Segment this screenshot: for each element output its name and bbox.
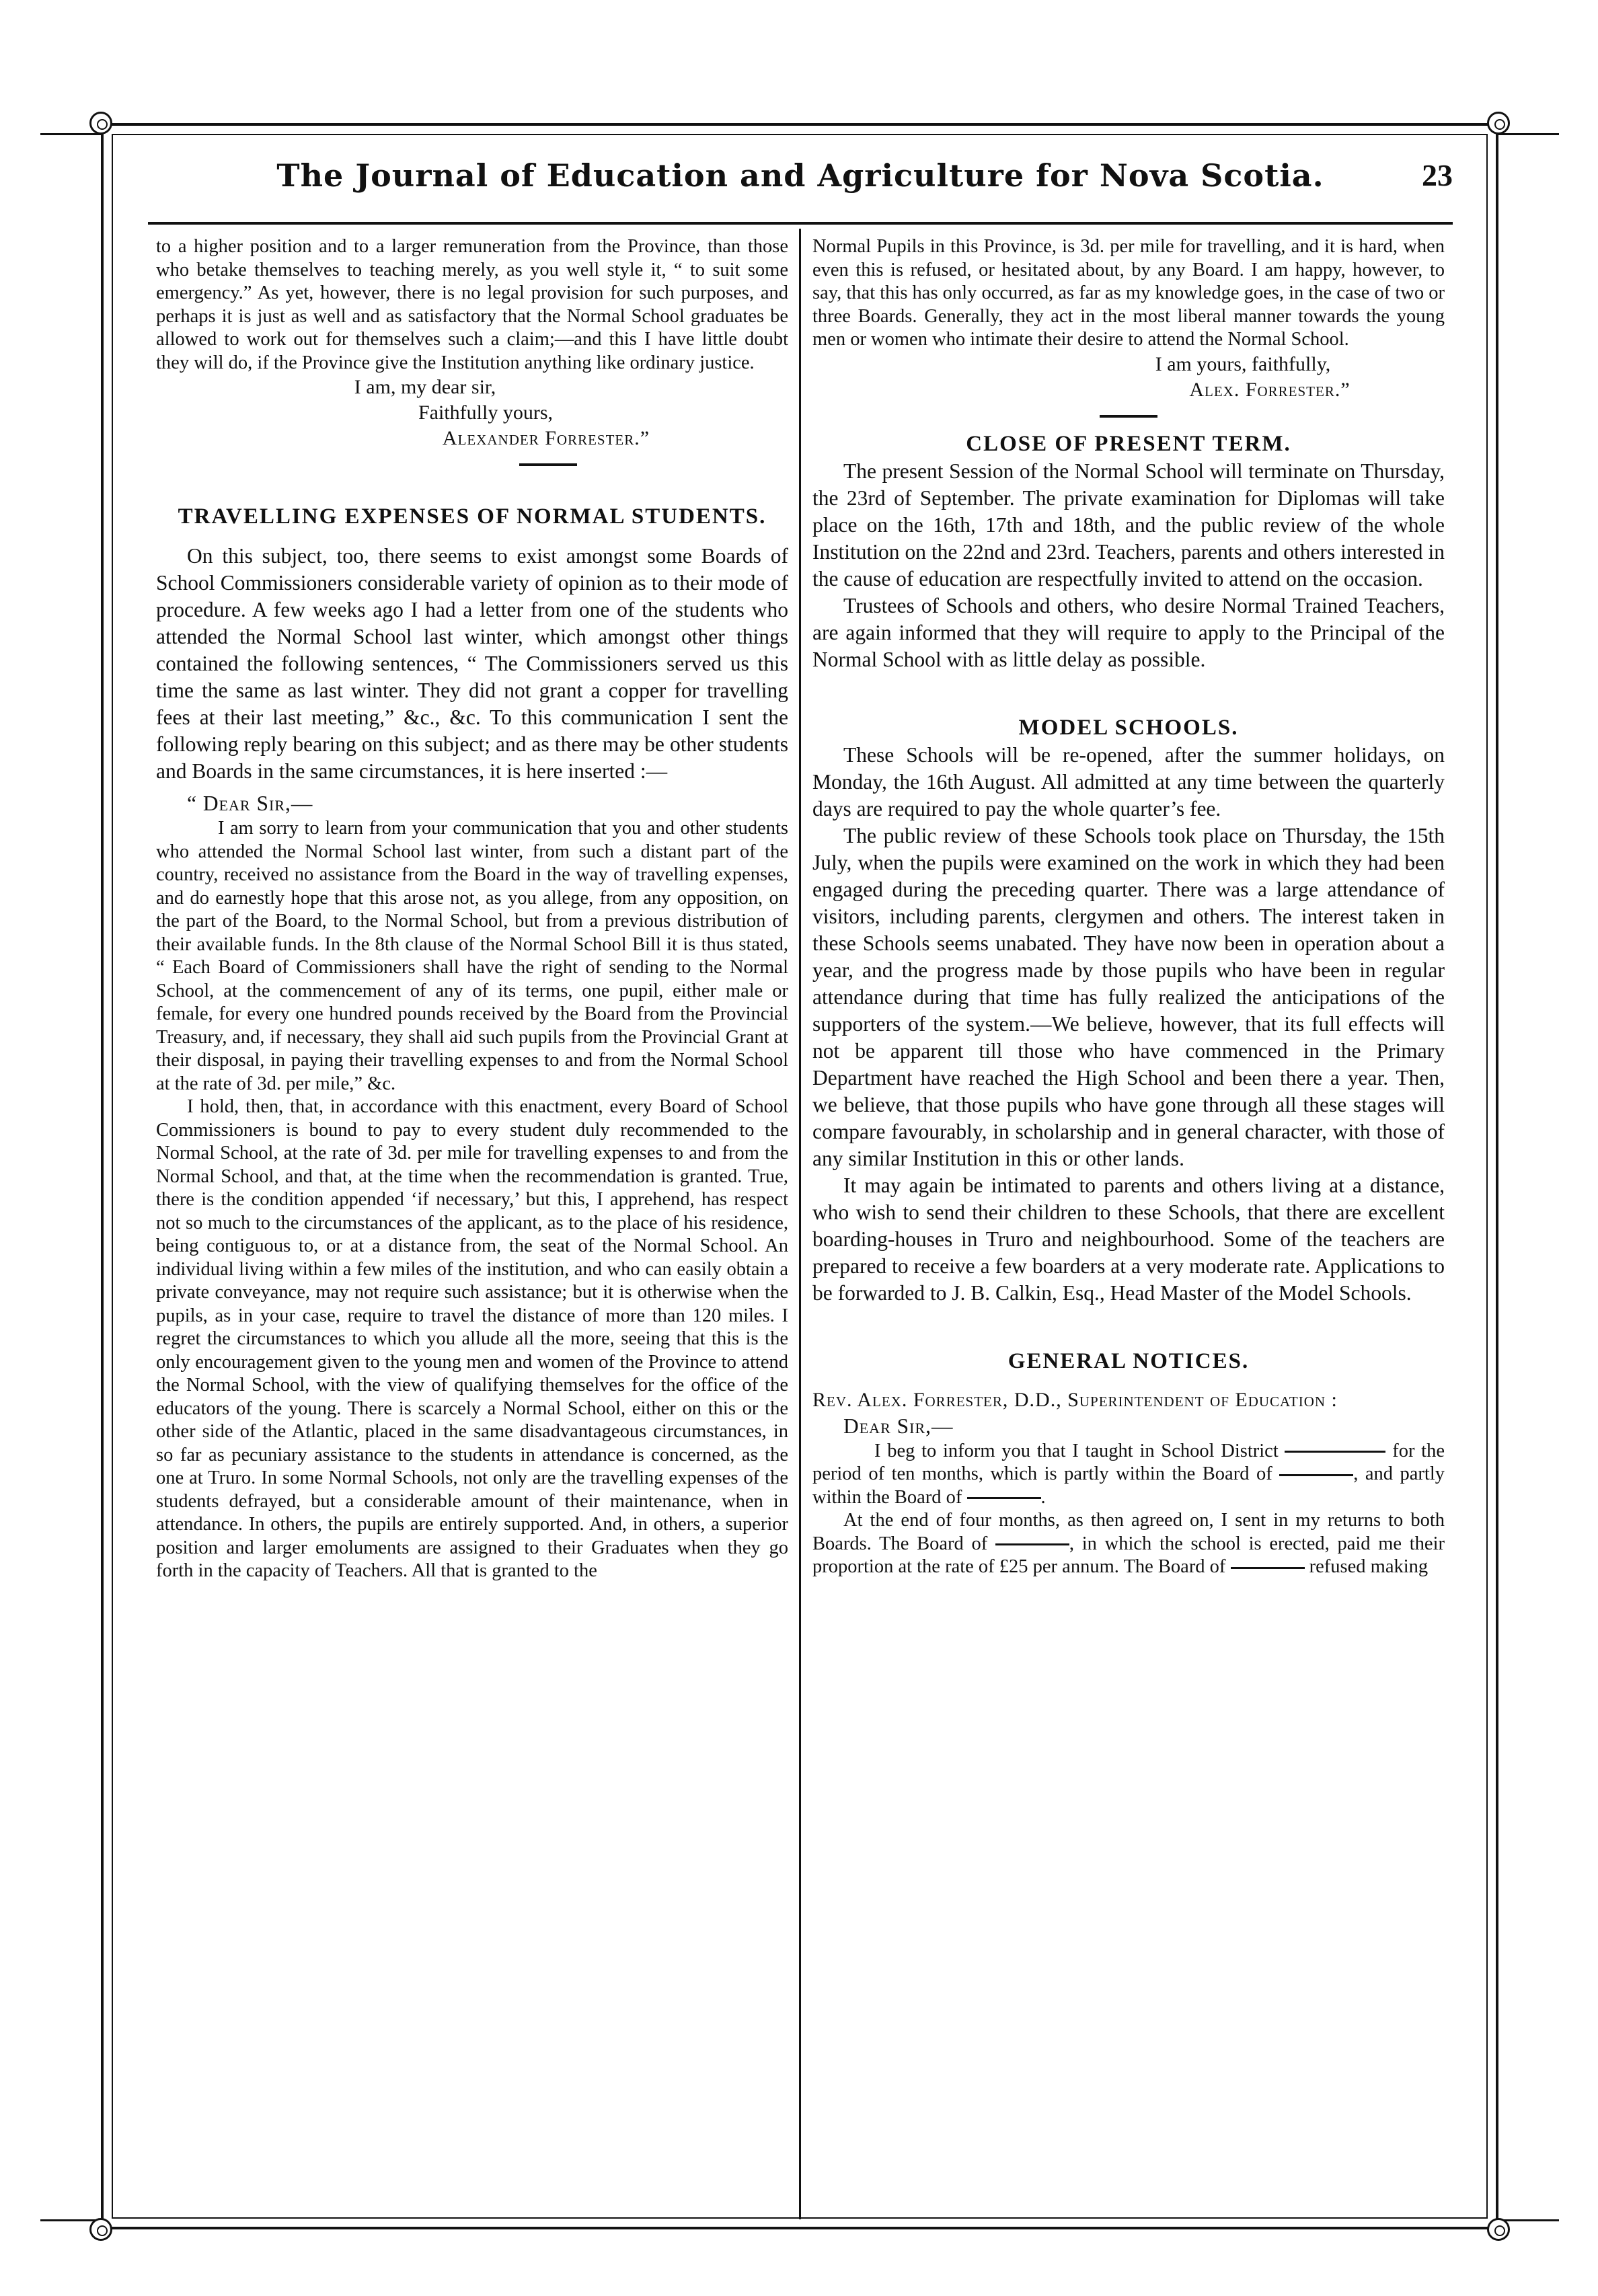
blank-line [1279,1474,1353,1476]
letter-closing-line: Faithfully yours, [418,401,553,424]
corner-rosette-top-right [1487,112,1510,135]
blank-line [995,1543,1069,1545]
article-paragraph: It may again be intimated to parents and others living at a distance, who wish to send their children to these Schools, that there are excellent boarding-houses in Truro and neighbourhood. Some of the teachers are prepared to receive a few boarders at a very moderate rate. Applications to be forwarded to J. B. Calkin, Esq., Head Master of the Model Schools. [812,1173,1445,1305]
notice-text: I beg to inform you that I taught in School District [874,1440,1279,1461]
blank-line [1231,1567,1305,1569]
right-column [812,235,1445,2213]
corner-rosette-bottom-right [1487,2218,1510,2241]
notice-paragraph: I beg to inform you that I taught in School District for the period of ten months, which is partly within the Board of , and partly within the Board of . [812,1440,1445,1508]
article-paragraph: The present Session of the Normal School will terminate on Thursday, the 23rd of September. The private examination for Diplomas will take place on the 16th, 17th and 18th, and the public review of the whole Institution on the 22nd and 23rd. Teachers, parents and others interested in the cause of education are respectfully invited to attend on the occasion. [812,459,1445,590]
notice-text: , in which the school is erected, paid me their proportion at the rate of £25 per annum. The Board of [812,1533,1445,1577]
notice-salutation: Dear Sir,— [843,1414,954,1438]
page-number: 23 [1422,158,1453,192]
article-paragraph: On this subject, too, there seems to exist amongst some Boards of School Commissioners considerable variety of opinion as to their mode of procedure. A few weeks ago I had a letter from one of the students who attended the Normal School last winter, which amongst other things contained the following sentences, “ The Commissioners served us this time the same as last winter. They did not grant a copper for travelling fees at their last meeting,” &c., &c. To this communication I sent the following reply bearing on this subject; and as there may be other students and Boards in the same circumstances, it is here inserted :— [156,544,788,783]
blank-line [1285,1451,1385,1453]
corner-rosette-bottom-left [89,2218,112,2241]
section-heading-model-schools: MODEL SCHOOLS. [1018,715,1239,740]
letter-paragraph: I am sorry to learn from your communication that you and other students who attended the Normal School last winter, from such a distant part of the country, received no assistance from the Board in the way of travelling expenses, and do earnestly hope that this arose not, as you allege, from any opposition, on the part of the Board, to the Normal School, but from a previous distribution of their available funds. In the 8th clause of the Normal School Bill it is thus stated, “ Each Board of Commissioners shall have the right of sending to the Normal School, at the commencement of any of its terms, one pupil, either male or female, for every one hundred pounds received by the Board from the Provincial Treasury, and, if necessary, they shall aid such pupils from the Provincial Grant at their disposal, in paying their travelling expenses to and from the Normal School at the rate of 3d. per mile,” &c. [156,818,788,1094]
notice-text: for the period of ten months, which is partly within the Board of [812,1440,1445,1484]
continued-letter-text: to a higher position and to a larger remuneration from the Province, than those who betake themselves to teaching merely, as you well style it, “ to suit some emergency.” As yet, however, there is no legal provision for such purposes, and perhaps it is just as well and as satisfactory that the Normal School graduates be allowed to work out for themselves such a claim;—and this I have little doubt they will do, if the Province give the Institution anything like ordinary justice. [156,236,788,373]
article-paragraph: The public review of these Schools took place on Thursday, the 15th July, when the pupils were examined on the work in which they had been engaged during the preceding quarter. There was a large attendance of visitors, including parents, clergymen and others. The interest taken in these Schools seems unabated. They have now been in operation about a year, and the progress made by those pupils who have been in regular attendance during that time has fully realized the anticipations of the supporters of the system.—We believe, however, that its full effects will not be apparent till those who have commenced in the Primary Department have reached the High School and been there a year. Then, we believe, that those pupils who have gone through all these stages will compare favourably, in scholarship and in general character, with those of any similar Institution in this or other lands. [812,823,1445,1170]
section-rule [519,463,577,466]
article-paragraph: Trustees of Schools and others, who desire Normal Trained Teachers, are again informed that they will require to apply to the Principal of the Normal School with as little delay as possible. [812,593,1445,671]
journal-title: The Journal of Education and Agriculture for Nova Scotia. [276,157,1324,194]
section-heading-general-notices: GENERAL NOTICES. [1007,1348,1250,1373]
section-heading-travelling-expenses: TRAVELLING EXPENSES OF NORMAL STUDENTS. [178,504,767,529]
letter-signature: Alexander Forrester.” [442,427,650,449]
notice-paragraph [812,1509,1445,1579]
notice-address: Rev. Alex. Forrester, D.D., Superintendent of Education : [812,1388,1338,1411]
page-header [148,155,1453,211]
blank-line [967,1497,1041,1499]
corner-rosette-top-left [89,112,112,135]
letter-closing-line: I am yours, faithfully, [1155,352,1331,375]
section-heading-close-of-term: CLOSE OF PRESENT TERM. [966,431,1291,456]
border-extension-bottom-right [1498,2219,1559,2221]
notice-text: At the end of four months, as then agreed on, I sent in my returns to both Boards. The Board of [812,1510,1445,1554]
article-paragraph: These Schools will be re-opened, after the summer holidays, on Monday, the 16th August. All admitted at any time between the quarterly days are required to pay the whole quarter’s fee. [812,742,1445,820]
notice-text: , and partly within the Board of [812,1463,1445,1508]
letter-closing-line: I am, my dear sir, [354,376,496,398]
left-column [156,235,788,2213]
letter-salutation: “ Dear Sir,— [187,792,313,815]
letter-signature: Alex. Forrester.” [1189,378,1350,401]
header-rule [148,222,1453,225]
section-rule [1100,415,1157,418]
letter-paragraph: I hold, then, that, in accordance with this enactment, every Board of School Commissioners is bound to pay to every student duly recommended to the Normal School, at the rate of 3d. per mile for travelling expenses to and from the Normal School, and that, at the time when the recommendation is granted. True, there is the condition appended ‘if necessary,’ but this, I apprehend, has respect not so much to the circumstances of the applicant, as to the place of his residence, being contiguous to, or at a distance from, the seat of the Normal School. An individual living within a few miles of the institution, and who can easily obtain a private conveyance, may not require such assistance; but it is otherwise when the pupils, as in your case, require to travel the distance of more than 120 miles. I regret the circumstances to which you allude all the more, seeing that this is the only encouragement given to the young men and women of the Province to attend the Normal School, with the view of qualifying themselves for the office of the educators of the young. There is scarcely a Normal School, either on this or the other side of the Atlantic, placed in the same disadvantageous circumstances, in so far as pecuniary assistance to the students in attendance is concerned, as the one at Truro. In some Normal Schools, not only are the travelling expenses of the students defrayed, but a considerable amount of their maintenance, when in attendance. In others, the pupils are entirely supported. And, in others, a superior position and larger emoluments are assigned to their Graduates when they go forth in the capacity of Teachers. All that is granted to the [156,1096,788,1581]
notice-text: refused making [1309,1556,1429,1577]
column-divider [799,229,801,2219]
border-extension-top-left [40,133,101,135]
continued-letter-text: Normal Pupils in this Province, is 3d. per mile for travelling, and it is hard, when even this is refused, or hesitated about, by any Board. I am happy, however, to say, that this has only occurred, as far as my knowledge goes, in the case of two or three Boards. Generally, they act in the most liberal manner towards the young men or women who intimate their desire to attend the Normal School. [812,236,1445,350]
border-extension-top-right [1498,133,1559,135]
